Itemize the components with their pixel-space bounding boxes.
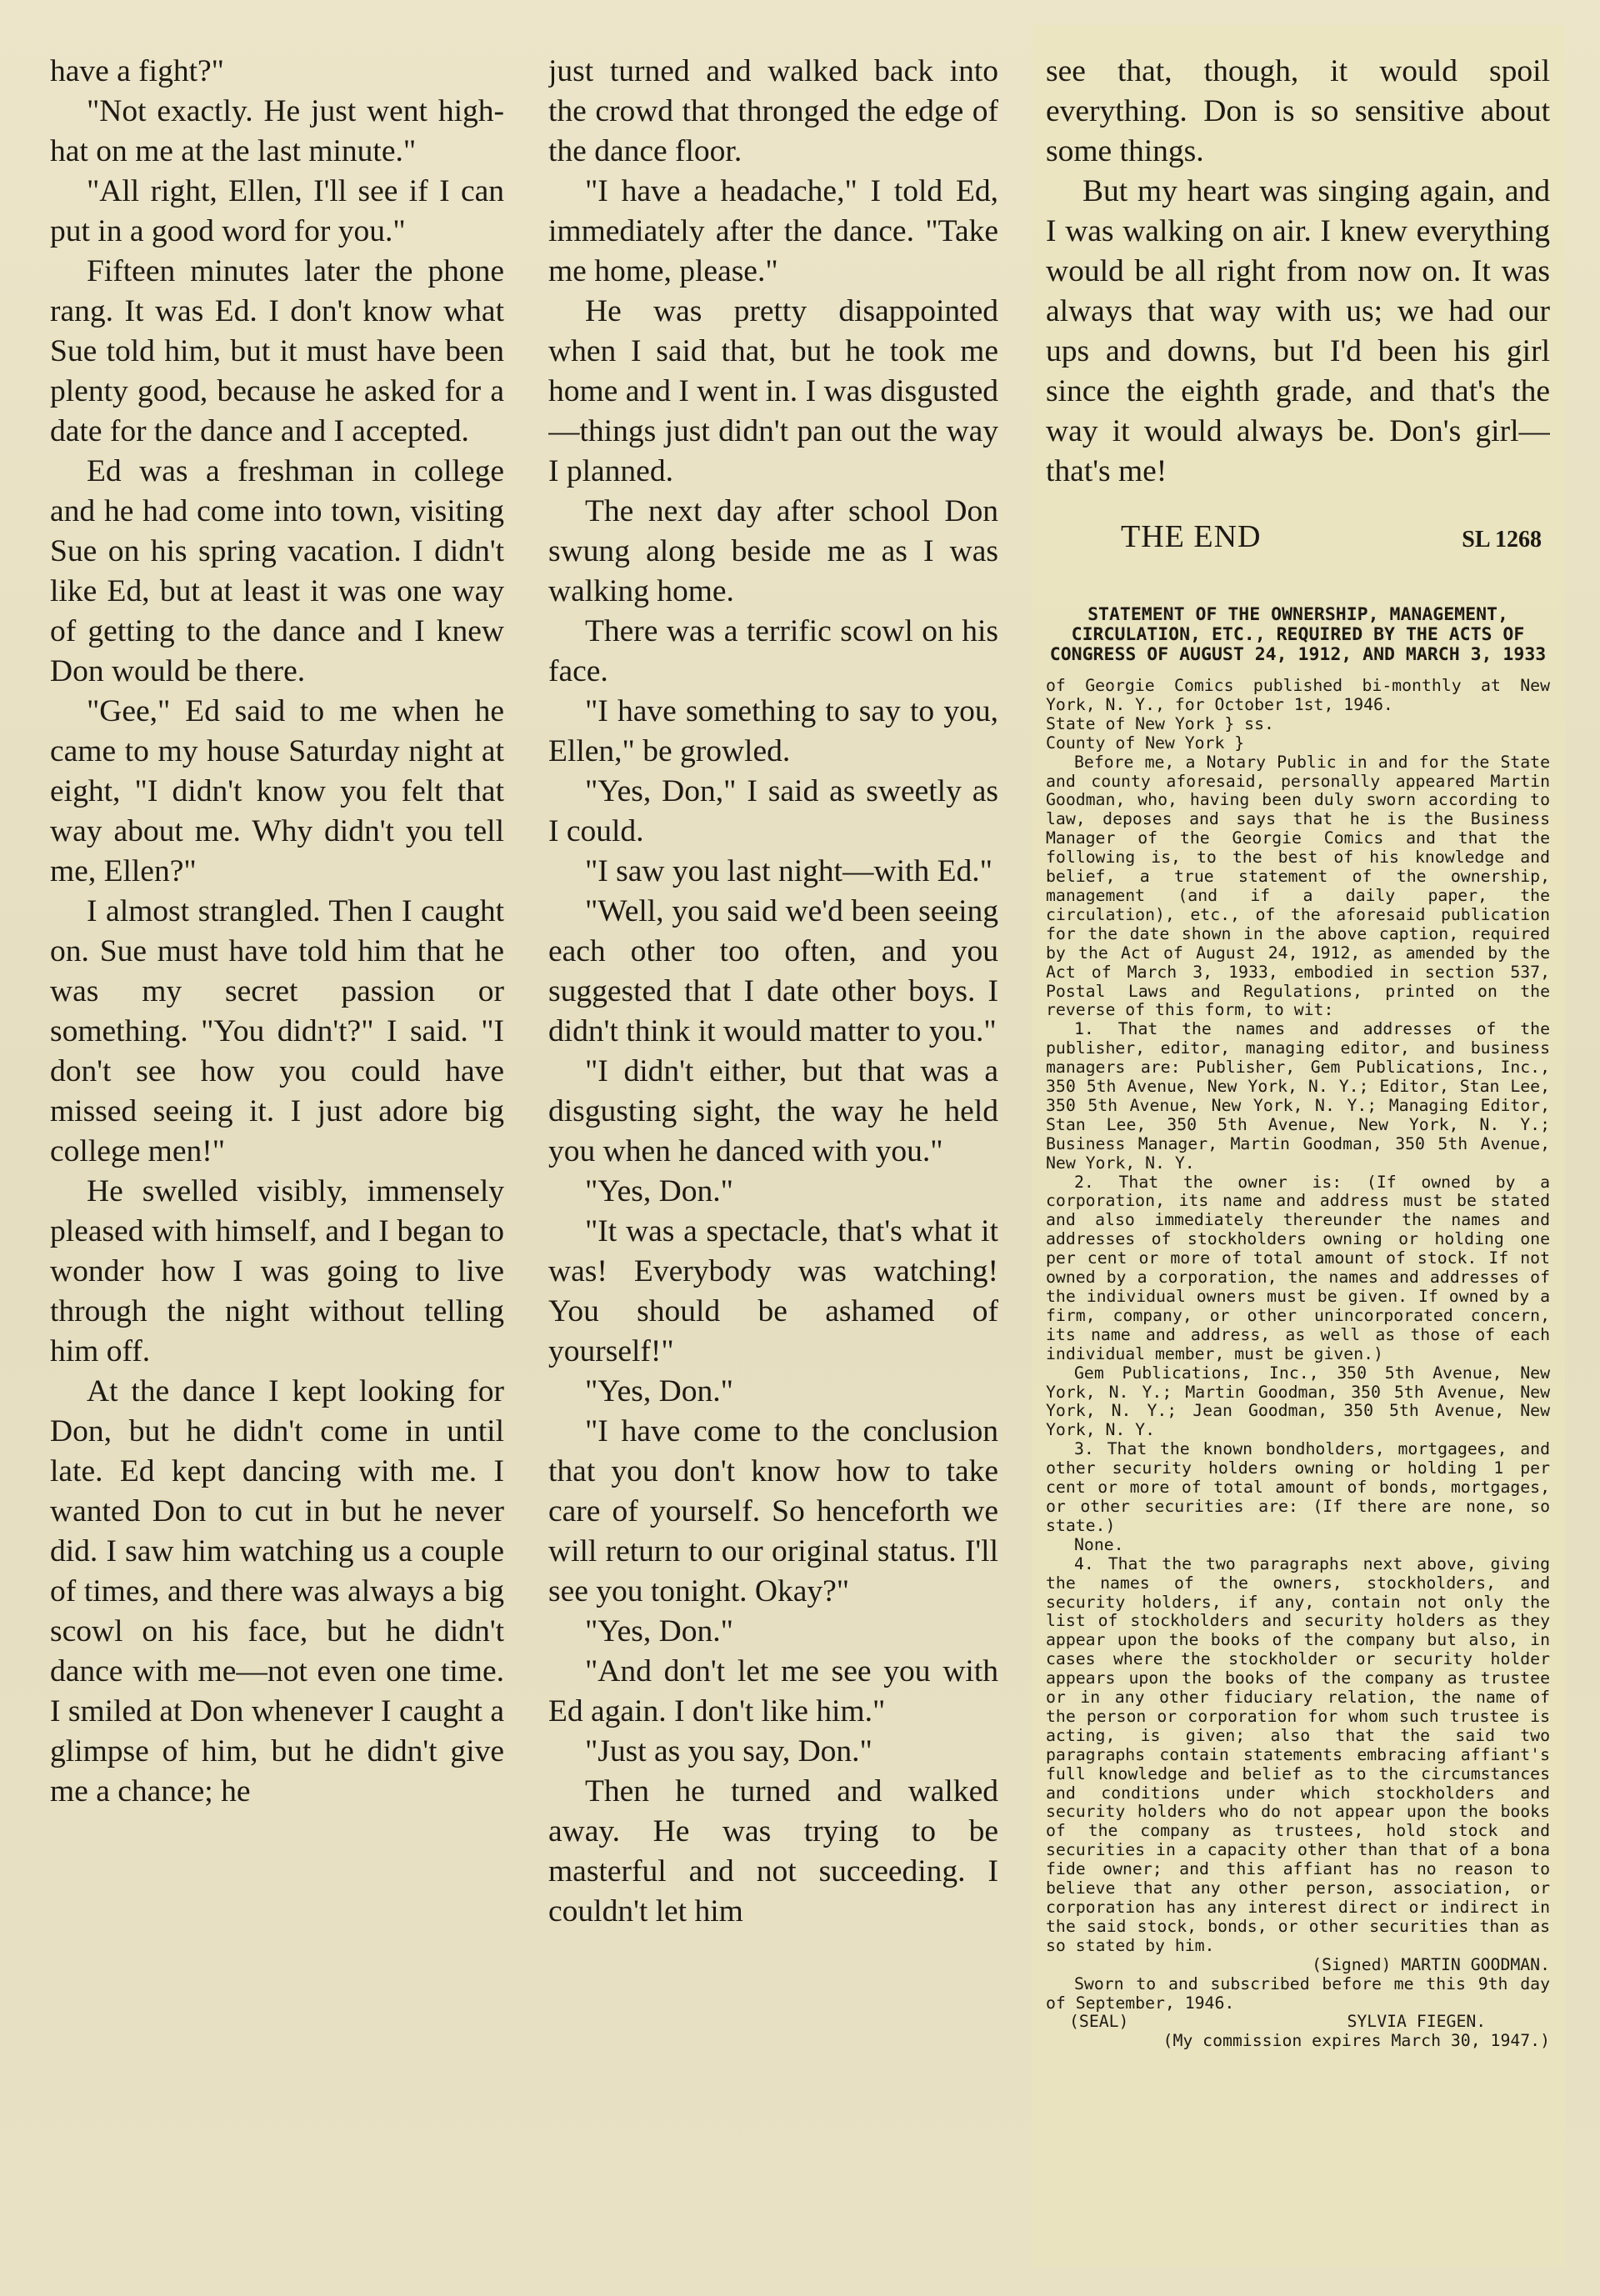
story-paragraph: "And don't let me see you with Ed again. I don't like him." [548,1654,998,1728]
story-paragraph: "Well, you said we'd been seeing each other too often, and you suggested that I date other boys. I didn't think it would matter to you." [548,894,998,1048]
story-column-3 [1046,52,1550,2238]
statement-paragraph: 1. That the names and addresses of the publisher, editor, managing editor, and business managers are: Publisher, Gem Publications, Inc., 350 5th Avenue, New York, N. Y.; Editor, Stan Lee, 350 5th Avenue, New York, N. Y.; Managing Editor, Stan Lee, 350 5th Avenue, New York, N. Y.; Business Manager, Martin Goodman, 350 5th Avenue, New York, N. Y. [1046,1019,1550,1173]
story-paragraph: "I have something to say to you, Ellen," be growled. [548,694,998,768]
story-paragraph: "Yes, Don," I said as sweetly as I could. [548,774,998,848]
the-end-line [1121,518,1542,555]
story-paragraph: "All right, Ellen, I'll see if I can put in a good word for you." [50,174,504,248]
story-paragraph: I almost strangled. Then I caught on. Sue must have told him that he was my secret passion or something. "You didn't?" I said. "I don't see how you could have missed seeing it. I just adore big college men!" [50,894,504,1168]
story-paragraph: He swelled visibly, immensely pleased with himself, and I began to wonder how I was going to live through the night without telling him off. [50,1174,504,1368]
story-paragraph: just turned and walked back into the crowd that thronged the edge of the dance floor. [548,54,998,168]
story-paragraph: "I have come to the conclusion that you don't know how to take care of yourself. So henceforth we will return to our original status. I'll see you tonight. Okay?" [548,1414,998,1608]
story-paragraph: have a fight?" [50,54,224,88]
statement-body [1046,677,1550,2051]
story-paragraph: But my heart was singing again, and I was walking on air. I knew everything would be all right from now on. It was always that way with us; we had our ups and downs, but I'd been his girl since the eighth grade, and that's the way it would always be. Don's girl—that's me! [1046,174,1550,488]
story-paragraph: There was a terrific scowl on his face. [548,614,998,688]
statement-paragraph: Sworn to and subscribed before me this 9th day of September, 1946. [1046,1973,1550,2013]
story-paragraph: "Gee," Ed said to me when he came to my house Saturday night at eight, "I didn't know you felt that way about me. Why didn't you tell me, Ellen?" [50,694,504,888]
story-paragraph: "Just as you say, Don." [585,1734,872,1768]
story-paragraph: "I didn't either, but that was a disgusting sight, the way he held you when he danced with you." [548,1054,998,1168]
ownership-statement [1046,605,1550,2051]
statement-paragraph: of Georgie Comics published bi-monthly at New York, N. Y., for October 1st, 1946. [1046,676,1550,714]
story-column-3-text [1046,52,1550,492]
story-paragraph: Fifteen minutes later the phone rang. It was Ed. I don't know what Sue told him, but it must have been plenty good, because he asked for a date for the dance and I accepted. [50,254,504,448]
story-paragraph: He was pretty disappointed when I said that, but he took me home and I went in. I was disgusted—things just didn't pan out the way I planned. [548,294,998,488]
story-code: SL 1268 [1462,527,1542,553]
statement-paragraph: (My commission expires March 30, 1947.) [1162,2031,1550,2051]
story-paragraph: see that, though, it would spoil everything. Don is so sensitive about some things. [1046,54,1550,168]
story-paragraph: "I have a headache," I told Ed, immediately after the dance. "Take me home, please." [548,174,998,288]
story-paragraph: The next day after school Don swung along beside me as I was walking home. [548,494,998,608]
statement-paragraph: Before me, a Notary Public in and for the State and county aforesaid, personally appeared Martin Goodman, who, having been duly sworn according to law, deposes and says that he is the Business Manager of the Georgie Comics and that the following is, to the best of his knowledge and belief, a true statement of the ownership, management (and if a daily paper, the circulation), etc., of the aforesaid publication for the date shown in the above caption, required by the Act of August 24, 1912, as amended by the Act of March 3, 1933, embodied in section 537, Postal Laws and Regulations, printed on the reverse of this form, to wit: [1046,752,1550,1020]
story-paragraph: "Yes, Don." [585,1174,733,1208]
statement-paragraph: 3. That the known bondholders, mortgagees, and other security holders owning or holding 1 per cent or more of total amount of bonds, mortgages, or other securities are: (If there are none, so state.) [1046,1439,1550,1535]
story-paragraph: At the dance I kept looking for Don, but he didn't come in until late. Ed kept dancing with me. I wanted Don to cut in but he never did. I saw him watching us a couple of times, and there was always a big scowl on his face, but he didn't dance with me—not even one time. I smiled at Don whenever I caught a glimpse of him, but he didn't give me a chance; he [50,1374,504,1808]
story-paragraph: Ed was a freshman in college and he had come into town, visiting Sue on his spring vacation. I didn't like Ed, but at least it was one way of getting to the dance and I knew Don would be there. [50,454,504,688]
story-column-1 [50,52,504,2238]
story-paragraph: "Yes, Don." [585,1614,733,1648]
story-paragraph: "Yes, Don." [585,1374,733,1408]
statement-heading: STATEMENT OF THE OWNERSHIP, MANAGEMENT, CIRCULATION, ETC., REQUIRED BY THE ACTS OF CONGRESS OF AUGUST 24, 1912, AND MARCH 3, 1933 [1049,604,1547,665]
story-paragraph: "I saw you last night—with Ed." [585,854,992,888]
statement-paragraph: (Signed) MARTIN GOODMAN. [1312,1954,1550,1974]
statement-paragraph: 2. That the owner is: (If owned by a corporation, its name and address must be stated and also immediately thereunder the names and addresses of stockholders owning or holding one per cent or more of total amount of stock. If not owned by a corporation, the names and addresses of the individual owners must be given. If owned by a firm, company, or other unincorporated concern, its name and address, as well as those of each individual member, must be given.) [1046,1172,1550,1363]
statement-paragraph: None. [1074,1534,1124,1554]
story-column-2 [548,52,998,2238]
statement-paragraph: State of New York } ss. [1046,713,1274,733]
statement-paragraph: Gem Publications, Inc., 350 5th Avenue, New York, N. Y.; Martin Goodman, 350 5th Avenue, New York, N. Y.; Jean Goodman, 350 5th Avenue, New York, N. Y. [1046,1363,1550,1440]
statement-paragraph: 4. That the two paragraphs next above, giving the names of the owners, stockholders, and security holders, if any, contain not only the list of stockholders and security holders as they appear upon the books of the company but also, in cases where the stockholder or security holder appears upon the books of the company as trustee or in any other fiduciary relation, the name of the person or corporation for whom such trustee is acting, is given; also that the said two paragraphs contain statements embracing affiant's full knowledge and belief as to the circumstances and conditions under which stockholders and security holders who do not appear upon the books of the company as trustees, hold stock and securities in a capacity other than that of a bona fide owner; and this affiant has no reason to believe that any other person, association, or corporation has any interest direct or indirect in the said stock, bonds, or other securities than as so stated by him. [1046,1553,1550,1955]
the-end-title: THE END [1121,519,1262,554]
story-paragraph: Then he turned and walked away. He was trying to be masterful and not succeeding. I couldn't let him [548,1774,998,1928]
story-paragraph: "Not exactly. He just went high-hat on me at the last minute." [50,94,504,168]
statement-paragraph: (SEAL) SYLVIA FIEGEN. [1069,2012,1487,2032]
statement-paragraph: County of New York } [1046,733,1245,753]
story-paragraph: "It was a spectacle, that's what it was! Everybody was watching! You should be ashamed of yourself!" [548,1214,998,1368]
